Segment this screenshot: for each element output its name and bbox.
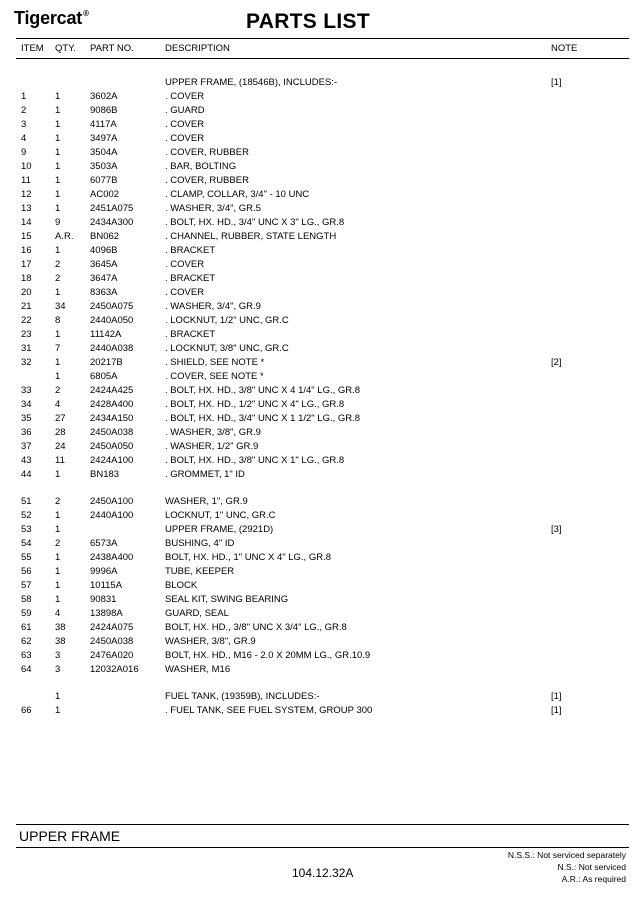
cell-description: BOLT, HX. HD., 3/8" UNC X 3/4" LG., GR.8 xyxy=(165,622,347,633)
cell-description: UPPER FRAME, (2921D) xyxy=(165,524,274,535)
cell-item: 66 xyxy=(21,705,32,716)
cell-qty: 1 xyxy=(55,119,61,130)
cell-description: . COVER, SEE NOTE * xyxy=(165,371,264,382)
table-row xyxy=(16,188,629,202)
cell-description: BLOCK xyxy=(165,580,198,591)
cell-part-no: 3602A xyxy=(90,91,118,102)
column-header-qty: QTY. xyxy=(55,43,76,54)
table-row xyxy=(16,495,629,509)
cell-qty: 8 xyxy=(55,315,61,326)
cell-description: . COVER xyxy=(165,287,205,298)
tigercat-logo xyxy=(14,8,89,29)
table-row xyxy=(16,76,629,90)
column-header-part-no: PART NO. xyxy=(90,43,134,54)
cell-qty: 2 xyxy=(55,259,61,270)
cell-description: . GROMMET, 1" ID xyxy=(165,469,245,480)
cell-part-no: 6805A xyxy=(90,371,118,382)
table-row xyxy=(16,635,629,649)
cell-qty: 1 xyxy=(55,357,61,368)
table-row xyxy=(16,286,629,300)
cell-qty: 1 xyxy=(55,566,61,577)
cell-description: WASHER, 3/8", GR.9 xyxy=(165,636,256,647)
cell-item: 1 xyxy=(21,91,27,102)
cell-item: 18 xyxy=(21,273,32,284)
cell-description: . COVER xyxy=(165,119,205,130)
cell-part-no: 2424A075 xyxy=(90,622,134,633)
cell-item: 20 xyxy=(21,287,32,298)
cell-qty: 1 xyxy=(55,691,61,702)
cell-part-no: 2476A020 xyxy=(90,650,134,661)
cell-description: BOLT, HX. HD., 1" UNC X 4" LG., GR.8 xyxy=(165,552,331,563)
cell-description: BUSHING, 4" ID xyxy=(165,538,235,549)
cell-part-no: 4117A xyxy=(90,119,117,130)
cell-part-no: 11142A xyxy=(90,329,122,340)
cell-item: 10 xyxy=(21,161,32,172)
cell-description: . WASHER, 1/2" GR.9 xyxy=(165,441,259,452)
table-row xyxy=(16,342,629,356)
table-row xyxy=(16,593,629,607)
table-row xyxy=(16,579,629,593)
cell-item: 3 xyxy=(21,119,27,130)
cell-item: 55 xyxy=(21,552,32,563)
cell-qty: 27 xyxy=(55,413,66,424)
cell-part-no: 13898A xyxy=(90,608,123,619)
cell-item: 9 xyxy=(21,147,27,158)
legend-ar: A.R.: As required xyxy=(561,874,626,884)
table-row xyxy=(16,551,629,565)
table-row xyxy=(16,426,629,440)
table-row xyxy=(16,509,629,523)
cell-qty: 2 xyxy=(55,538,61,549)
cell-description: . SHIELD, SEE NOTE * xyxy=(165,357,265,368)
cell-qty: 1 xyxy=(55,329,61,340)
cell-item: 21 xyxy=(21,301,32,312)
cell-item: 14 xyxy=(21,217,32,228)
cell-item: 54 xyxy=(21,538,32,549)
cell-qty: 1 xyxy=(55,552,61,563)
cell-qty: 38 xyxy=(55,622,66,633)
cell-qty: 3 xyxy=(55,650,61,661)
cell-description: . COVER, RUBBER xyxy=(165,147,249,158)
cell-part-no: 2440A050 xyxy=(90,315,134,326)
cell-item: 61 xyxy=(21,622,32,633)
cell-part-no: 8363A xyxy=(90,287,118,298)
cell-qty: 4 xyxy=(55,608,61,619)
cell-qty: 1 xyxy=(55,133,61,144)
cell-qty: 4 xyxy=(55,399,61,410)
table-row xyxy=(16,607,629,621)
cell-item: 15 xyxy=(21,231,32,242)
table-row xyxy=(16,663,629,677)
cell-description: . BAR, BOLTING xyxy=(165,161,237,172)
cell-item: 57 xyxy=(21,580,32,591)
cell-description: SEAL KIT, SWING BEARING xyxy=(165,594,289,605)
table-row xyxy=(16,356,629,370)
cell-item: 12 xyxy=(21,189,32,200)
cell-qty: 38 xyxy=(55,636,66,647)
cell-qty: A.R. xyxy=(55,231,74,242)
table-row xyxy=(16,370,629,384)
row-gap xyxy=(16,677,629,690)
cell-item: 62 xyxy=(21,636,32,647)
cell-description: UPPER FRAME, (18546B), INCLUDES:- xyxy=(165,77,338,88)
cell-description: GUARD, SEAL xyxy=(165,608,229,619)
table-row xyxy=(16,412,629,426)
cell-item: 51 xyxy=(21,496,32,507)
cell-item: 59 xyxy=(21,608,32,619)
cell-qty: 1 xyxy=(55,147,61,158)
cell-item: 44 xyxy=(21,469,32,480)
cell-part-no: 10115A xyxy=(90,580,123,591)
page-number: 104.12.32A xyxy=(292,866,354,880)
section-footer xyxy=(16,824,629,848)
cell-note: [1] xyxy=(551,705,562,716)
cell-qty: 1 xyxy=(55,524,61,535)
cell-description: . BRACKET xyxy=(165,329,216,340)
column-header-description: DESCRIPTION xyxy=(165,43,230,54)
cell-item: 63 xyxy=(21,650,32,661)
cell-item: 52 xyxy=(21,510,32,521)
table-header xyxy=(16,38,629,59)
table-row xyxy=(16,216,629,230)
cell-qty: 11 xyxy=(55,455,65,466)
brand-name: Tigercat xyxy=(14,8,83,28)
cell-description: . WASHER, 3/4", GR.5 xyxy=(165,203,261,214)
cell-description: . COVER xyxy=(165,91,205,102)
cell-qty: 1 xyxy=(55,175,61,186)
cell-part-no: 4096B xyxy=(90,245,118,256)
cell-qty: 1 xyxy=(55,105,61,116)
cell-part-no: 2438A400 xyxy=(90,552,134,563)
table-row xyxy=(16,174,629,188)
cell-description: . COVER xyxy=(165,259,205,270)
cell-description: . COVER, RUBBER xyxy=(165,175,249,186)
cell-part-no: 2440A100 xyxy=(90,510,134,521)
cell-item: 35 xyxy=(21,413,32,424)
cell-qty: 2 xyxy=(55,385,61,396)
table-row xyxy=(16,328,629,342)
cell-qty: 28 xyxy=(55,427,66,438)
table-row xyxy=(16,244,629,258)
table-row xyxy=(16,202,629,216)
table-row xyxy=(16,621,629,635)
table-row xyxy=(16,384,629,398)
table-row xyxy=(16,90,629,104)
cell-qty: 34 xyxy=(55,301,66,312)
table-row xyxy=(16,398,629,412)
cell-part-no: 2451A075 xyxy=(90,203,134,214)
table-row xyxy=(16,704,629,718)
table-row xyxy=(16,160,629,174)
table-row xyxy=(16,690,629,704)
cell-qty: 1 xyxy=(55,371,61,382)
legend-nss: N.S.S.: Not serviced separately xyxy=(507,850,626,860)
cell-part-no: 2450A075 xyxy=(90,301,134,312)
cell-qty: 3 xyxy=(55,664,61,675)
cell-item: 33 xyxy=(21,385,32,396)
cell-description: . BOLT, HX. HD., 1/2" UNC X 4" LG., GR.8 xyxy=(165,399,345,410)
table-row xyxy=(16,649,629,663)
table-row xyxy=(16,230,629,244)
table-row xyxy=(16,537,629,551)
cell-qty: 1 xyxy=(55,245,61,256)
cell-item: 64 xyxy=(21,664,32,675)
registered-mark: ® xyxy=(83,9,89,18)
cell-qty: 1 xyxy=(55,161,61,172)
cell-part-no: BN183 xyxy=(90,469,120,480)
row-gap xyxy=(16,482,629,495)
table-row xyxy=(16,440,629,454)
cell-part-no: 2440A038 xyxy=(90,343,134,354)
cell-qty: 2 xyxy=(55,496,61,507)
cell-note: [1] xyxy=(551,691,562,702)
cell-description: WASHER, M16 xyxy=(165,664,231,675)
cell-description: . BOLT, HX. HD., 3/4" UNC X 1 1/2" LG., GR.8 xyxy=(165,413,361,424)
cell-part-no: 90831 xyxy=(90,594,117,605)
cell-item: 34 xyxy=(21,399,32,410)
cell-part-no: 3645A xyxy=(90,259,118,270)
cell-part-no: 9086B xyxy=(90,105,118,116)
cell-part-no: 20217B xyxy=(90,357,123,368)
abbreviation-legend xyxy=(508,849,626,885)
cell-description: LOCKNUT, 1" UNC, GR.C xyxy=(165,510,276,521)
table-row xyxy=(16,565,629,579)
cell-part-no: 2450A100 xyxy=(90,496,134,507)
table-row xyxy=(16,523,629,537)
section-title: UPPER FRAME xyxy=(19,828,121,844)
cell-item: 2 xyxy=(21,105,27,116)
cell-qty: 7 xyxy=(55,343,61,354)
cell-note: [1] xyxy=(551,77,562,88)
cell-description: . COVER xyxy=(165,133,205,144)
table-row xyxy=(16,258,629,272)
cell-part-no: 9996A xyxy=(90,566,118,577)
cell-description: . BRACKET xyxy=(165,245,216,256)
cell-description: . LOCKNUT, 1/2" UNC, GR.C xyxy=(165,315,289,326)
cell-qty: 1 xyxy=(55,287,61,298)
cell-part-no: 3504A xyxy=(90,147,118,158)
table-row xyxy=(16,314,629,328)
page-title: PARTS LIST xyxy=(246,10,370,33)
cell-qty: 1 xyxy=(55,510,61,521)
cell-part-no: 6077B xyxy=(90,175,118,186)
cell-part-no: 12032A016 xyxy=(90,664,139,675)
cell-qty: 1 xyxy=(55,705,61,716)
cell-note: [3] xyxy=(551,524,562,535)
table-row xyxy=(16,454,629,468)
cell-part-no: 2450A038 xyxy=(90,636,134,647)
cell-item: 32 xyxy=(21,357,32,368)
cell-part-no: AC002 xyxy=(90,189,120,200)
cell-item: 43 xyxy=(21,455,32,466)
cell-qty: 9 xyxy=(55,217,61,228)
cell-description: . WASHER, 3/4", GR.9 xyxy=(165,301,261,312)
cell-description: FUEL TANK, (19359B), INCLUDES:- xyxy=(165,691,320,702)
cell-description: . BOLT, HX. HD., 3/4" UNC X 3" LG., GR.8 xyxy=(165,217,345,228)
table-row xyxy=(16,104,629,118)
cell-part-no: 2434A300 xyxy=(90,217,134,228)
cell-part-no: 3503A xyxy=(90,161,118,172)
cell-note: [2] xyxy=(551,357,562,368)
cell-item: 4 xyxy=(21,133,27,144)
cell-part-no: 2450A050 xyxy=(90,441,134,452)
cell-item: 16 xyxy=(21,245,32,256)
cell-item: 53 xyxy=(21,524,32,535)
cell-item: 36 xyxy=(21,427,32,438)
cell-description: . CLAMP, COLLAR, 3/4" - 10 UNC xyxy=(165,189,310,200)
cell-qty: 1 xyxy=(55,469,61,480)
column-header-note: NOTE xyxy=(551,43,578,54)
cell-description: . BOLT, HX. HD., 3/8" UNC X 4 1/4" LG., GR.8 xyxy=(165,385,361,396)
cell-part-no: 2428A400 xyxy=(90,399,134,410)
cell-description: TUBE, KEEPER xyxy=(165,566,235,577)
cell-item: 31 xyxy=(21,343,32,354)
cell-description: . BOLT, HX. HD., 3/8" UNC X 1" LG., GR.8 xyxy=(165,455,345,466)
cell-qty: 1 xyxy=(55,594,61,605)
cell-part-no: BN062 xyxy=(90,231,120,242)
cell-qty: 2 xyxy=(55,273,61,284)
parts-table-body xyxy=(16,76,629,718)
cell-part-no: 2434A150 xyxy=(90,413,134,424)
table-row xyxy=(16,132,629,146)
cell-part-no: 6573A xyxy=(90,538,118,549)
cell-qty: 1 xyxy=(55,189,61,200)
cell-description: . LOCKNUT, 3/8" UNC, GR.C xyxy=(165,343,289,354)
cell-part-no: 2450A038 xyxy=(90,427,134,438)
cell-description: . WASHER, 3/8", GR.9 xyxy=(165,427,261,438)
table-row xyxy=(16,146,629,160)
cell-item: 58 xyxy=(21,594,32,605)
cell-part-no: 3497A xyxy=(90,133,118,144)
cell-qty: 1 xyxy=(55,580,61,591)
cell-item: 37 xyxy=(21,441,32,452)
cell-item: 13 xyxy=(21,203,32,214)
table-row xyxy=(16,300,629,314)
cell-qty: 24 xyxy=(55,441,66,452)
cell-item: 56 xyxy=(21,566,32,577)
cell-description: WASHER, 1", GR.9 xyxy=(165,496,248,507)
cell-item: 11 xyxy=(21,175,31,186)
cell-description: . GUARD xyxy=(165,105,205,116)
column-header-item: ITEM xyxy=(21,43,44,54)
cell-item: 23 xyxy=(21,329,32,340)
cell-part-no: 2424A425 xyxy=(90,385,134,396)
cell-description: . CHANNEL, RUBBER, STATE LENGTH xyxy=(165,231,337,242)
cell-item: 22 xyxy=(21,315,32,326)
cell-description: . BRACKET xyxy=(165,273,216,284)
cell-qty: 1 xyxy=(55,91,61,102)
cell-description: BOLT, HX. HD., M16 - 2.0 X 20MM LG., GR.10.9 xyxy=(165,650,371,661)
cell-description: . FUEL TANK, SEE FUEL SYSTEM, GROUP 300 xyxy=(165,705,373,716)
table-row xyxy=(16,118,629,132)
cell-qty: 1 xyxy=(55,203,61,214)
cell-item: 17 xyxy=(21,259,32,270)
table-row xyxy=(16,272,629,286)
table-row xyxy=(16,468,629,482)
cell-part-no: 3647A xyxy=(90,273,118,284)
cell-part-no: 2424A100 xyxy=(90,455,134,466)
legend-ns: N.S.: Not serviced xyxy=(557,862,626,872)
